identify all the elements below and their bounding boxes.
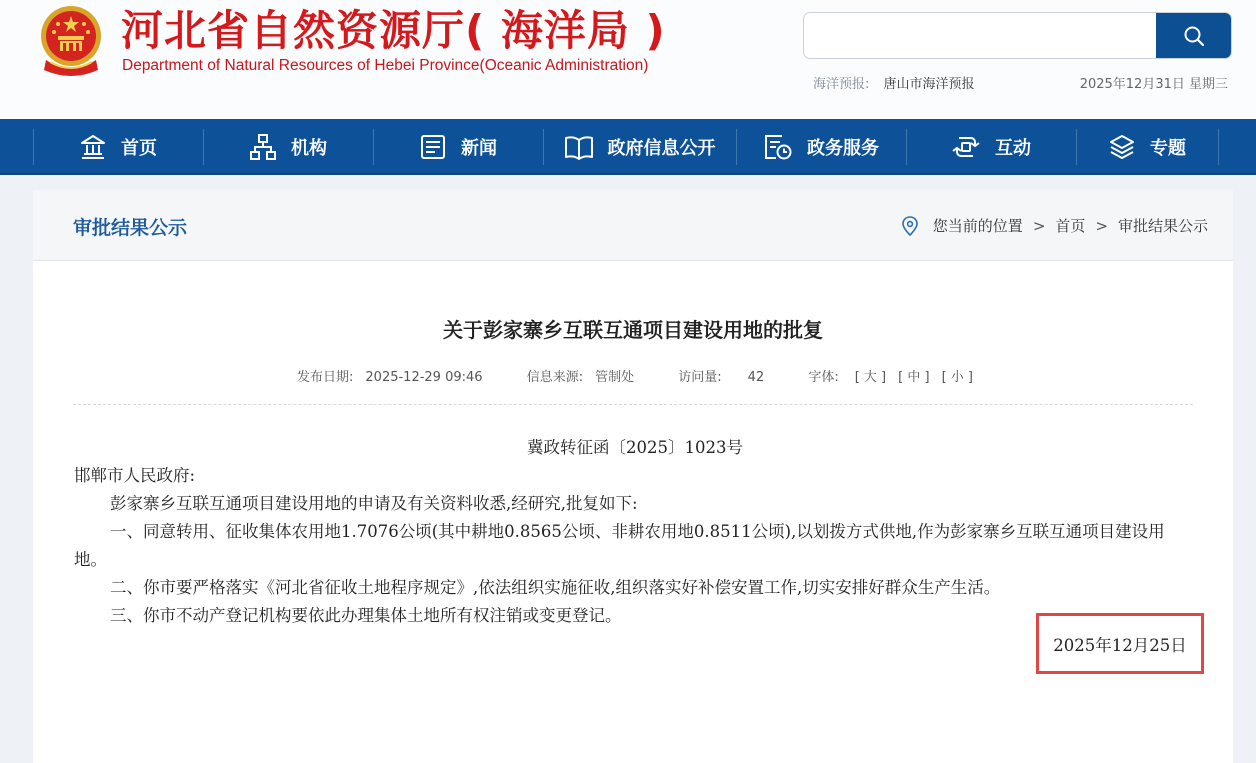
panel-header xyxy=(33,190,1233,261)
nav-label-home: 首页 xyxy=(121,138,157,159)
nav-item-home[interactable] xyxy=(33,119,203,175)
nav-label-org: 机构 xyxy=(291,138,327,159)
view-count: 访问量: 42 xyxy=(678,370,765,385)
layers-icon xyxy=(1108,133,1136,161)
nav-item-news[interactable] xyxy=(373,119,543,175)
nav-item-org[interactable] xyxy=(203,119,373,175)
interaction-icon xyxy=(951,133,981,161)
paragraph: 一、同意转用、征收集体农用地1.7076公顷(其中耕地0.8565公顷、非耕农用地0.8511公顷),以划拨方式供地,作为彭家寨乡互联互通项目建设用地。 xyxy=(74,522,1165,569)
font-size-switcher: 字体: [ 大 ] [ 中 ] [ 小 ] xyxy=(808,370,973,385)
breadcrumb-prefix: 您当前的位置 xyxy=(932,217,1023,235)
service-doc-icon xyxy=(763,133,793,161)
ticker-label: 海洋预报: xyxy=(813,77,870,92)
site-title-cn[interactable]: 河北省自然资源厅( 海洋局 ) xyxy=(121,6,666,55)
org-chart-icon xyxy=(249,133,277,161)
signature-date: 2025年12月25日 xyxy=(1053,635,1187,655)
signature-date-highlight xyxy=(1036,613,1204,674)
main-nav xyxy=(0,119,1256,175)
article-meta xyxy=(33,366,1233,385)
search-button[interactable] xyxy=(1156,13,1231,58)
news-icon xyxy=(419,133,447,161)
font-size-medium[interactable]: [ 中 ] xyxy=(898,370,930,385)
font-size-large[interactable]: [ 大 ] xyxy=(854,370,887,385)
publish-date: 发布日期: 2025-12-29 09:46 xyxy=(297,370,483,385)
paragraph: 三、你市不动产登记机构要依此办理集体土地所有权注销或变更登记。 xyxy=(110,606,622,625)
breadcrumb-current-link[interactable]: 审批结果公示 xyxy=(1117,217,1208,235)
nav-label-topics: 专题 xyxy=(1150,138,1186,159)
article-body xyxy=(74,434,1196,630)
paragraph: 彭家寨乡互联互通项目建设用地的申请及有关资料收悉,经研究,批复如下: xyxy=(110,494,638,513)
nav-item-gov-info[interactable] xyxy=(543,119,736,175)
location-pin-icon xyxy=(901,216,919,236)
site-header xyxy=(0,0,1256,119)
national-emblem-icon xyxy=(36,4,106,76)
article-title: 关于彭家寨乡互联互通项目建设用地的批复 xyxy=(443,318,823,342)
site-title-en: Department of Natural Resources of Hebei Province(Oceanic Administration) xyxy=(122,57,649,74)
home-icon xyxy=(79,133,107,161)
breadcrumb xyxy=(901,215,1208,236)
ocean-forecast-ticker xyxy=(813,73,975,92)
nav-item-topics[interactable] xyxy=(1076,119,1218,175)
paragraph: 二、你市要严格落实《河北省征收土地程序规定》,依法组织实施征收,组织落实好补偿安置工作,切实安排好群众生产生活。 xyxy=(110,578,1001,597)
nav-label-gov-info: 政府信息公开 xyxy=(607,138,716,159)
addressee: 邯郸市人民政府: xyxy=(74,466,196,485)
font-size-small[interactable]: [ 小 ] xyxy=(941,370,973,385)
search-input[interactable] xyxy=(804,13,1157,58)
info-source: 信息来源: 管制处 xyxy=(526,370,635,385)
panel-title: 审批结果公示 xyxy=(73,217,188,239)
current-date: 2025年12月31日 星期三 xyxy=(1079,77,1228,92)
search-box xyxy=(803,12,1232,59)
document-number: 冀政转征函〔2025〕1023号 xyxy=(527,438,743,457)
open-book-icon xyxy=(564,133,594,161)
nav-label-service: 政务服务 xyxy=(807,138,879,159)
search-icon xyxy=(1182,24,1206,48)
nav-label-interaction: 互动 xyxy=(995,138,1031,159)
breadcrumb-separator: > xyxy=(1032,216,1046,235)
divider xyxy=(73,404,1193,405)
ticker-link[interactable]: 唐山市海洋预报 xyxy=(883,77,975,92)
nav-label-news: 新闻 xyxy=(461,138,497,159)
breadcrumb-separator: > xyxy=(1095,216,1108,235)
content-panel xyxy=(33,190,1233,763)
breadcrumb-home-link[interactable]: 首页 xyxy=(1055,217,1086,235)
nav-item-service[interactable] xyxy=(736,119,906,175)
nav-item-interaction[interactable] xyxy=(906,119,1076,175)
